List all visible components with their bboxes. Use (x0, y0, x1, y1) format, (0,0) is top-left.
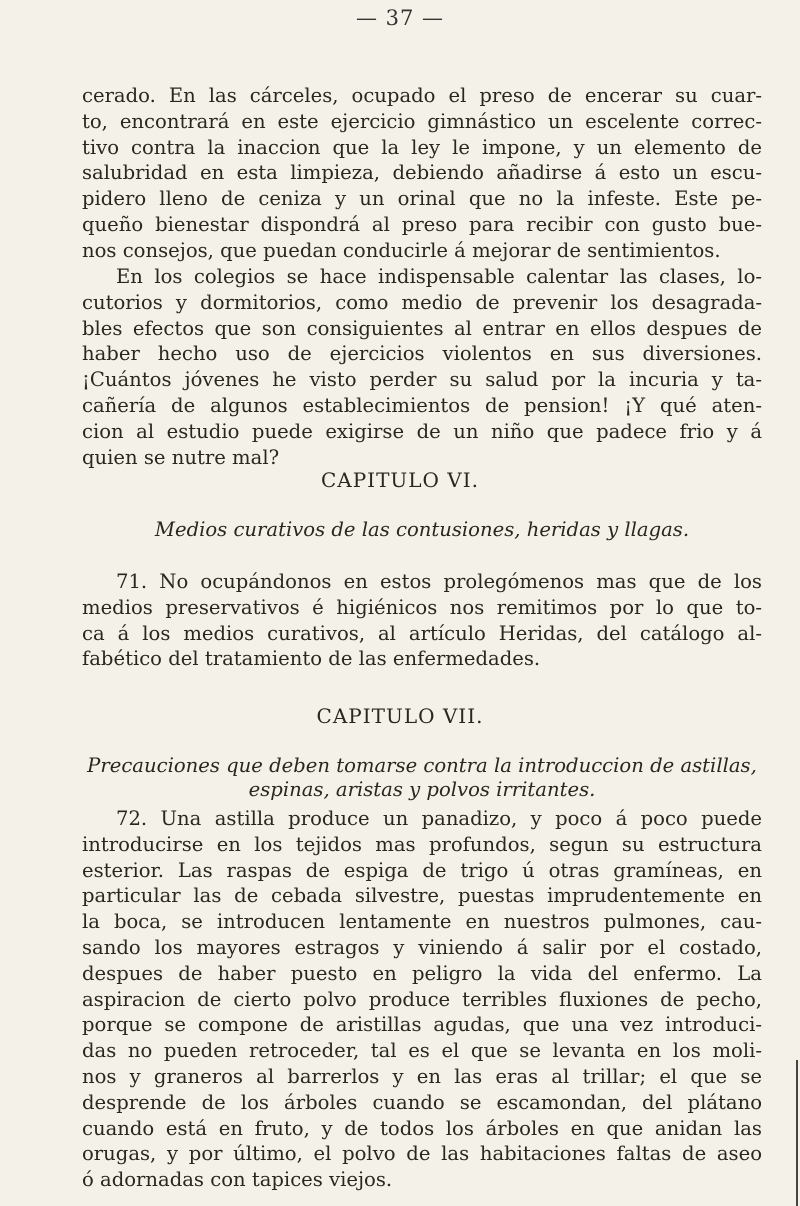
text-line: sando los mayores estragos y viniendo á salir por el costado, (82, 935, 762, 959)
text-line: nos consejos, que puedan conducirle á mejorar de sentimientos. (82, 238, 721, 262)
text-line: medios preservativos é higiénicos nos remitimos por lo que to- (82, 595, 762, 619)
subtitle-line: espinas, aristas y polvos irritantes. (248, 778, 596, 801)
chapter-6-title: CAPITULO VI. (320, 468, 480, 492)
text-line: quien se nutre mal? (82, 445, 280, 469)
text-line: particular las de cebada silvestre, puestas imprudentemente en (82, 884, 762, 908)
text-line: fabético del tratamiento de las enfermedades. (82, 647, 541, 671)
text-line: ca á los medios curativos, al artículo Heridas, del catálogo al- (82, 621, 762, 645)
chapter-6-subtitle: Medios curativos de las contusiones, heridas y llagas. (154, 518, 690, 541)
text-line: aspiracion de cierto polvo produce terribles fluxiones de pecho, (82, 987, 762, 1011)
text-line: tivo contra la inaccion que la ley le impone, y un elemento de (82, 135, 762, 159)
text-line: bles efectos que son consiguientes al entrar en ellos despues de (82, 316, 762, 340)
text-line: cutorios y dormitorios, como medio de prevenir los desagrada- (82, 290, 762, 314)
text-line: En los colegios se hace indispensable calentar las clases, lo- (116, 265, 762, 288)
paragraph-colegios (82, 264, 762, 470)
page-number: — 37 — (355, 6, 445, 30)
text-line: nos y graneros al barrerlos y en las eras al trillar; el que se (82, 1064, 762, 1088)
text-line: haber hecho uso de ejercicios violentos en sus diversiones. (82, 342, 762, 366)
text-line: desprende de los árboles cuando se escamondan, del plátano (82, 1090, 762, 1114)
text-line: to, encontrará en este ejercicio gimnástico un escelente correc- (82, 109, 762, 133)
text-line: despues de haber puesto en peligro la vida del enfermo. La (82, 961, 762, 985)
paragraph-71 (82, 569, 762, 672)
page-edge-mark (796, 1060, 798, 1206)
text-line: cuando está en fruto, y de todos los árboles en que anidan las (82, 1116, 762, 1140)
text-line: la boca, se introducen lentamente en nuestros pulmones, cau- (82, 910, 762, 934)
subtitle-line: Precauciones que deben tomarse contra la introduccion de astillas, (87, 754, 757, 777)
text-line: introducirse en los tejidos mas profundos, segun su estructura (82, 832, 762, 856)
text-line: esterior. Las raspas de espiga de trigo ú otras gramíneas, en (82, 858, 762, 882)
text-line: cerado. En las cárceles, ocupado el preso de encerar su cuar- (82, 84, 762, 107)
text-line: ¡Cuántos jóvenes he visto perder su salud por la incuria y ta- (82, 368, 762, 392)
text-line: cañería de algunos establecimientos de pension! ¡Y qué aten- (82, 393, 762, 417)
text-line: 71. No ocupándonos en estos prolegómenos mas que de los (116, 570, 762, 593)
text-line: 72. Una astilla produce un panadizo, y poco á poco puede (116, 807, 762, 830)
text-line: salubridad en esta limpieza, debiendo añadirse á esto un escu- (82, 161, 762, 185)
text-line: orugas, y por último, el polvo de las habitaciones faltas de aseo (82, 1142, 762, 1166)
paragraph-continued (82, 83, 762, 264)
text-line: pidero lleno de ceniza y un orinal que no la infeste. Este pe- (82, 187, 762, 211)
text-line: ó adornadas con tapices viejos. (82, 1168, 393, 1192)
text-line: cion al estudio puede exigirse de un niño que padece frio y á (82, 419, 762, 443)
text-line: porque se compone de aristillas agudas, que una vez introduci- (82, 1013, 762, 1037)
text-line: queño bienestar dispondrá al preso para recibir con gusto bue- (82, 212, 762, 236)
chapter-7-title: CAPITULO VII. (316, 704, 484, 728)
chapter-7-subtitle (82, 754, 762, 802)
text-line: das no pueden retroceder, tal es el que se levanta en los moli- (82, 1039, 762, 1063)
paragraph-72 (82, 806, 762, 1193)
